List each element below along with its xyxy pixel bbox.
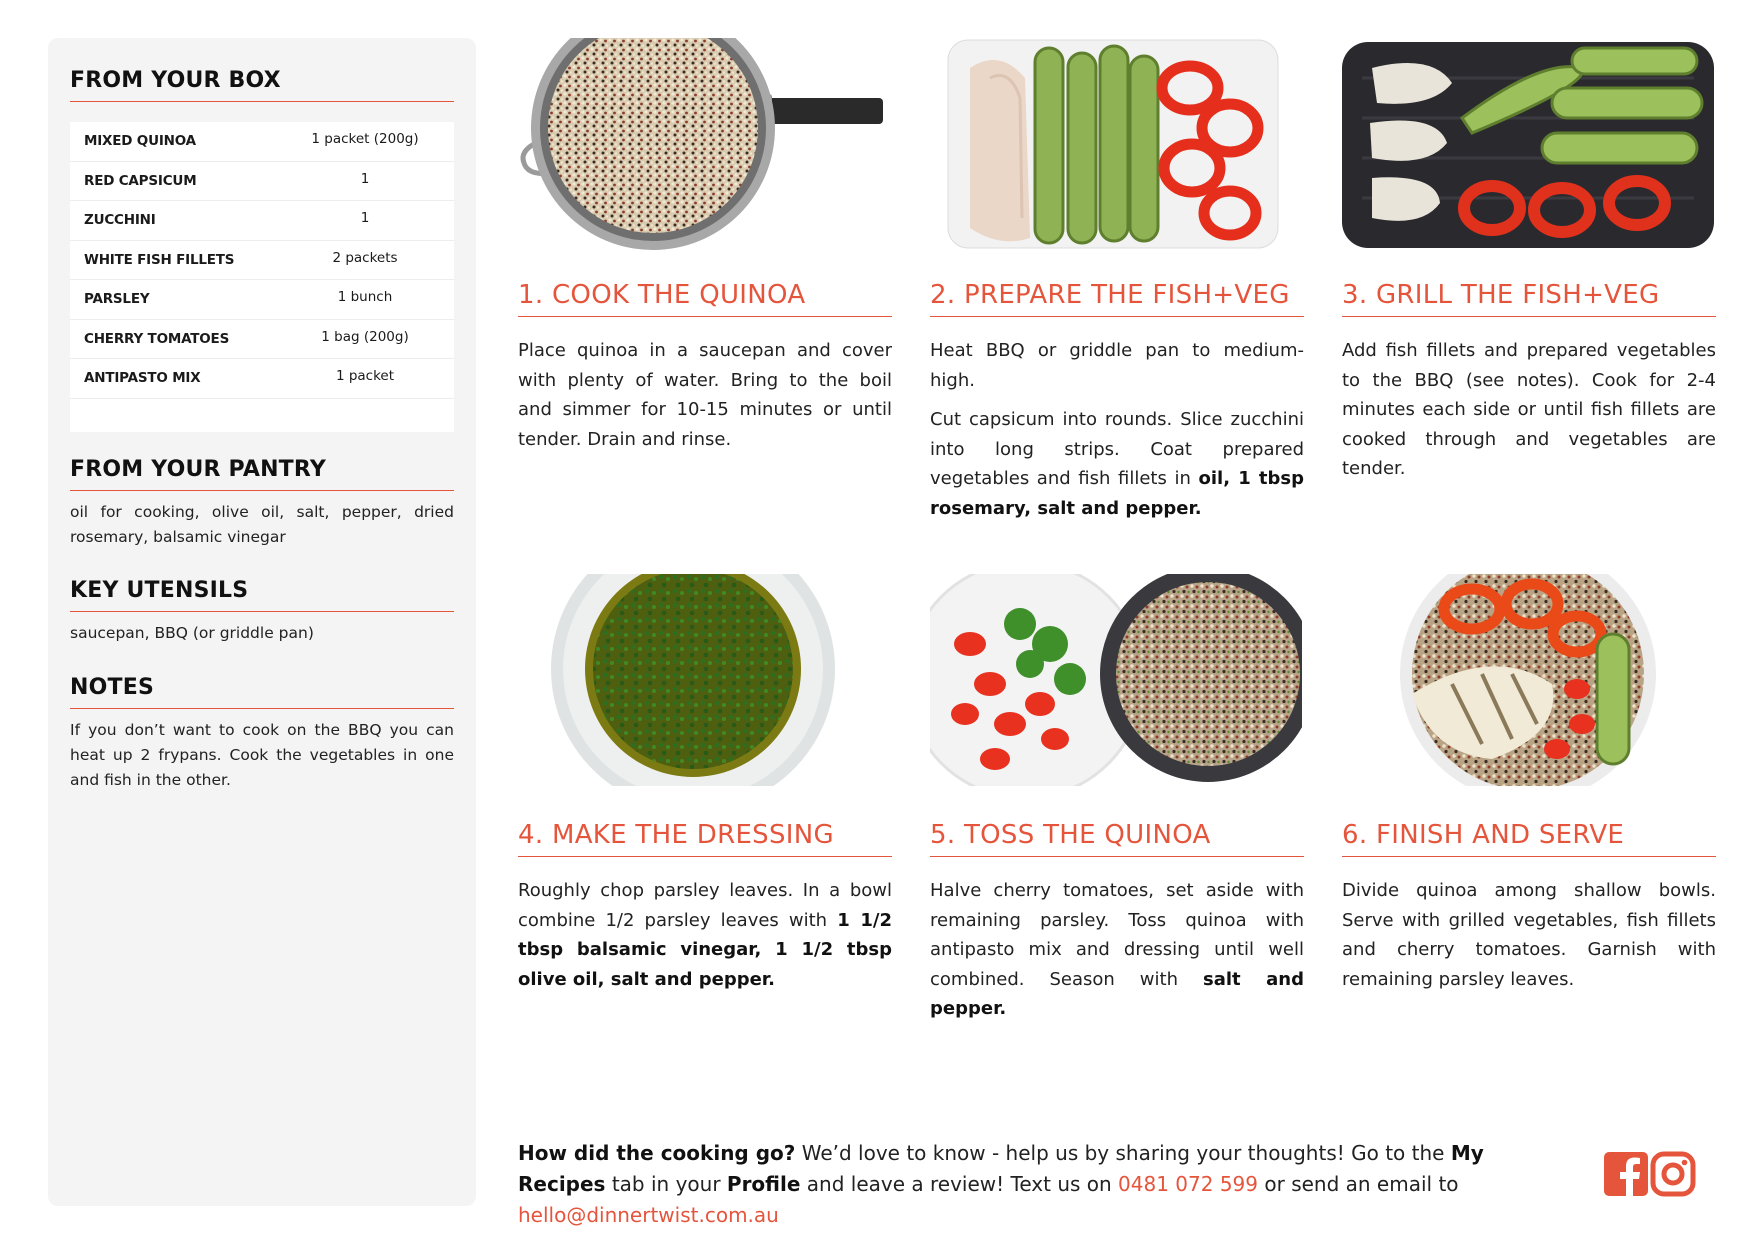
email-link[interactable]: hello@dinnertwist.com.au <box>518 1203 779 1227</box>
ingredient-qty: 1 packet <box>335 368 395 384</box>
ingredient-qty: 1 bunch <box>337 289 393 305</box>
ingredient-row <box>70 280 454 320</box>
ingredient-row <box>70 320 454 360</box>
profile-label: Profile <box>726 1172 801 1196</box>
notes-title: NOTES <box>70 675 454 709</box>
step-2-text-1: Heat BBQ or griddle pan to medium-high. <box>930 340 1304 391</box>
ingredient-row <box>70 122 454 162</box>
step-4-bold: 1 1/2 tbsp balsamic vinegar, 1 1/2 tbsp olive oil, salt and pepper. <box>518 909 892 990</box>
step-2-body <box>930 336 1304 533</box>
footer-text-4: or send an email to <box>1258 1172 1459 1196</box>
finished-dish-image <box>1342 574 1714 786</box>
ingredient-name: CHERRY TOMATOES <box>84 330 230 347</box>
step-1-title: 1. COOK THE QUINOA <box>518 280 892 317</box>
ingredient-qty: 1 <box>360 170 370 187</box>
step-4-body <box>518 876 892 1004</box>
ingredient-name: RED CAPSICUM <box>84 172 197 189</box>
step-4-title: 4. MAKE THE DRESSING <box>518 820 892 857</box>
step-2-text-2: Cut capsicum into rounds. Slice zucchini into long strips. Coat prepared vegetables and fish fillets in <box>930 409 1304 489</box>
my-recipes-label: My Recipes <box>518 1141 1484 1196</box>
footer-text-3: and leave a review! Text us on <box>800 1172 1119 1196</box>
ingredients-table <box>70 122 454 432</box>
footer-question: How did the cooking go? <box>518 1141 796 1165</box>
quinoa-saucepan-image <box>518 38 890 250</box>
step-1-body <box>518 336 892 464</box>
ingredient-name: ANTIPASTO MIX <box>84 370 201 386</box>
footer-text-2: tab in your <box>605 1172 727 1196</box>
ingredient-name: MIXED QUINOA <box>84 133 196 149</box>
ingredient-qty: 1 packet (200g) <box>311 131 419 147</box>
step-5-bold: salt and pepper. <box>930 968 1304 1019</box>
ingredient-name: PARSLEY <box>84 291 150 307</box>
key-utensils-title: KEY UTENSILS <box>70 578 454 612</box>
toss-quinoa-image <box>930 574 1302 786</box>
grill-plate-image <box>1342 38 1714 250</box>
step-4-text: Roughly chop parsley leaves. In a bowl combine 1/2 parsley leaves with <box>518 880 892 931</box>
footer-text-1: We’d love to know - help us by sharing your thoughts! Go to the <box>795 1141 1451 1165</box>
step-6-text: Divide quinoa among shallow bowls. Serve with grilled vegetables, fish fillets and cherry tomatoes. Garnish with remaining parsley leaves. <box>1342 880 1716 990</box>
step-5-title: 5. TOSS THE QUINOA <box>930 820 1304 857</box>
ingredient-row <box>70 359 454 399</box>
step-5-text: Halve cherry tomatoes, set aside with remaining parsley. Toss quinoa with antipasto mix and dressing until well combined. Season with <box>930 880 1304 990</box>
step-3-text: Add fish fillets and prepared vegetables to the BBQ (see notes). Cook for 2-4 minutes each side or until fish fillets are cooked through and vegetables are tender. <box>1342 340 1716 479</box>
instagram-icon[interactable] <box>1650 1151 1696 1197</box>
pantry-text: oil for cooking, olive oil, salt, pepper, dried rosemary, balsamic vinegar <box>70 503 454 546</box>
ingredient-name: WHITE FISH FILLETS <box>84 251 235 268</box>
dressing-bowl-image <box>518 574 890 786</box>
ingredient-name: ZUCCHINI <box>84 212 156 228</box>
step-5-body <box>930 876 1304 1034</box>
step-6-title: 6. FINISH AND SERVE <box>1342 820 1716 857</box>
ingredient-qty: 1 bag (200g) <box>321 328 409 345</box>
phone-link[interactable]: 0481 072 599 <box>1118 1172 1259 1196</box>
step-3-body <box>1342 336 1716 494</box>
ingredient-row <box>70 201 454 241</box>
feedback-footer <box>518 1138 1578 1231</box>
facebook-icon[interactable] <box>1603 1151 1649 1197</box>
step-6-body <box>1342 876 1716 1004</box>
fish-veg-tray-image <box>930 38 1302 250</box>
utensils-text: saucepan, BBQ (or griddle pan) <box>70 624 314 642</box>
step-3-title: 3. GRILL THE FISH+VEG <box>1342 280 1716 317</box>
from-your-pantry-title: FROM YOUR PANTRY <box>70 457 454 491</box>
ingredient-row <box>70 162 454 202</box>
ingredient-qty: 1 <box>360 210 370 226</box>
step-2-bold: oil, 1 tbsp rosemary, salt and pepper. <box>930 468 1304 519</box>
ingredient-qty: 2 packets <box>332 249 398 266</box>
ingredient-row <box>70 241 454 281</box>
from-your-box-title: FROM YOUR BOX <box>70 68 454 102</box>
notes-text: If you don’t want to cook on the BBQ you can heat up 2 frypans. Cook the vegetables in one and fish in the other. <box>70 721 454 789</box>
step-2-title: 2. PREPARE THE FISH+VEG <box>930 280 1304 317</box>
ingredients-sidebar <box>48 38 476 1206</box>
step-1-text: Place quinoa in a saucepan and cover with plenty of water. Bring to the boil and simmer for 10-15 minutes or until tender. Drain and rinse. <box>518 340 892 450</box>
